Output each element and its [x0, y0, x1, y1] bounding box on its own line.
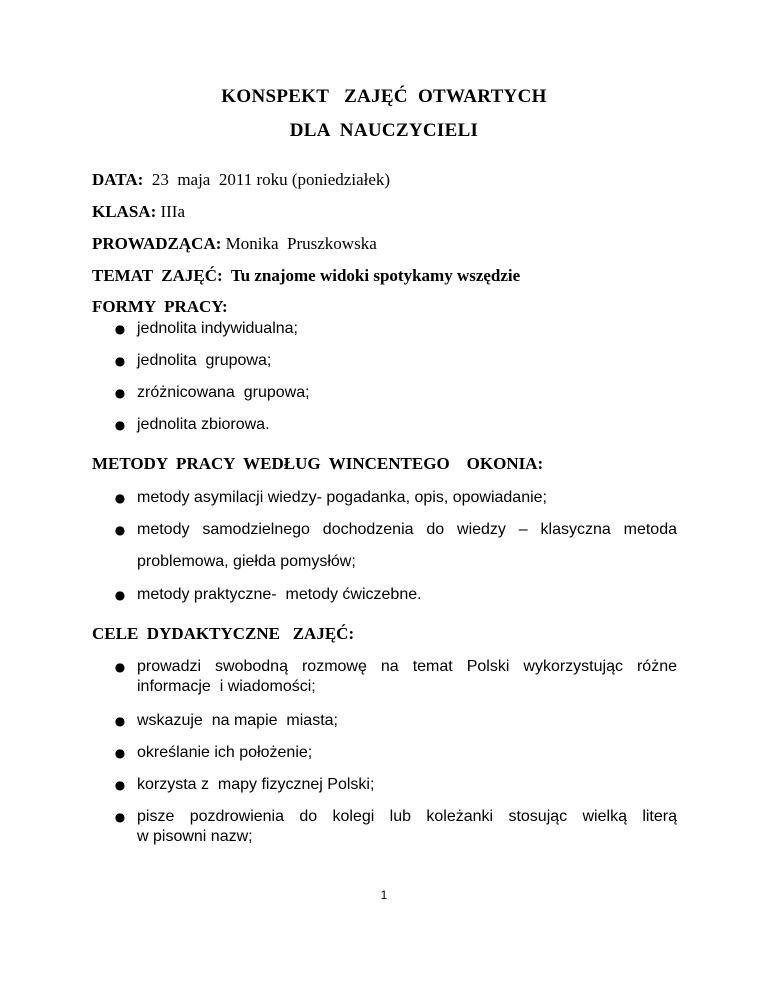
list-item-text: metody praktyczne- metody ćwiczebne. — [137, 586, 422, 603]
list-item-text: określanie ich położenie; — [137, 744, 313, 761]
list-item-text: jednolita indywidualna; — [137, 320, 298, 337]
bullet-icon: ● — [114, 588, 126, 602]
list-item-continuation: informacje i wiadomości; — [137, 678, 316, 695]
bullet-icon: ● — [114, 778, 126, 792]
bullet-icon: ● — [114, 386, 126, 400]
bullet-icon: ● — [114, 810, 126, 824]
bullet-icon: ● — [114, 714, 126, 728]
bullet-icon: ● — [114, 660, 126, 674]
page-number: 1 — [380, 888, 388, 902]
list-item-text: pisze pozdrowienia do kolegi lub koleżanki stosując wielką literą — [137, 808, 677, 825]
list-item-text: jednolita grupowa; — [137, 352, 272, 369]
class-value: IIIa — [156, 202, 186, 221]
bullet-icon: ● — [114, 354, 126, 368]
date-label: DATA: — [92, 170, 144, 189]
list-item-text: korzysta z mapy fizycznej Polski; — [137, 776, 375, 793]
date-value: 23 maja 2011 roku (poniedziałek) — [143, 170, 391, 189]
topic-row — [92, 266, 520, 286]
list-item-text: wskazuje na mapie miasta; — [137, 712, 338, 729]
document-title-line-2: DLA NAUCZYCIELI — [289, 120, 479, 141]
bullet-icon: ● — [114, 491, 126, 505]
date-row — [92, 170, 390, 190]
list-item-text: metody samodzielnego dochodzenia do wiedzy – klasyczna metoda — [137, 521, 677, 538]
list-item-text: jednolita zbiorowa. — [137, 416, 270, 433]
bullet-icon: ● — [114, 322, 126, 336]
list-item-text: zróżnicowana grupowa; — [137, 384, 310, 401]
list-item-text: metody asymilacji wiedzy- pogadanka, opis, opowiadanie; — [137, 489, 547, 506]
class-label: KLASA: — [92, 202, 157, 221]
goals-heading: CELE DYDAKTYCZNE ZAJĘĆ: — [92, 624, 355, 643]
bullet-icon: ● — [114, 523, 126, 537]
bullet-icon: ● — [114, 746, 126, 760]
list-item-continuation: problemowa, giełda pomysłów; — [137, 553, 356, 570]
teacher-value: Monika Pruszkowska — [221, 234, 377, 253]
teacher-row — [92, 234, 377, 254]
teacher-label: PROWADZĄCA: — [92, 234, 222, 253]
topic-label: TEMAT ZAJĘĆ: — [92, 266, 223, 285]
methods-heading: METODY PRACY WEDŁUG WINCENTEGO OKONIA: — [92, 454, 544, 473]
list-item-text: prowadzi swobodną rozmowę na temat Polski wykorzystując różne — [137, 658, 677, 675]
bullet-icon: ● — [114, 418, 126, 432]
document-title-line-1: KONSPEKT ZAJĘĆ OTWARTYCH — [221, 86, 547, 107]
topic-value: Tu znajome widoki spotykamy wszędzie — [222, 266, 521, 285]
class-row — [92, 202, 185, 222]
forms-heading: FORMY PRACY: — [92, 297, 228, 316]
list-item-continuation: w pisowni nazw; — [137, 828, 253, 845]
